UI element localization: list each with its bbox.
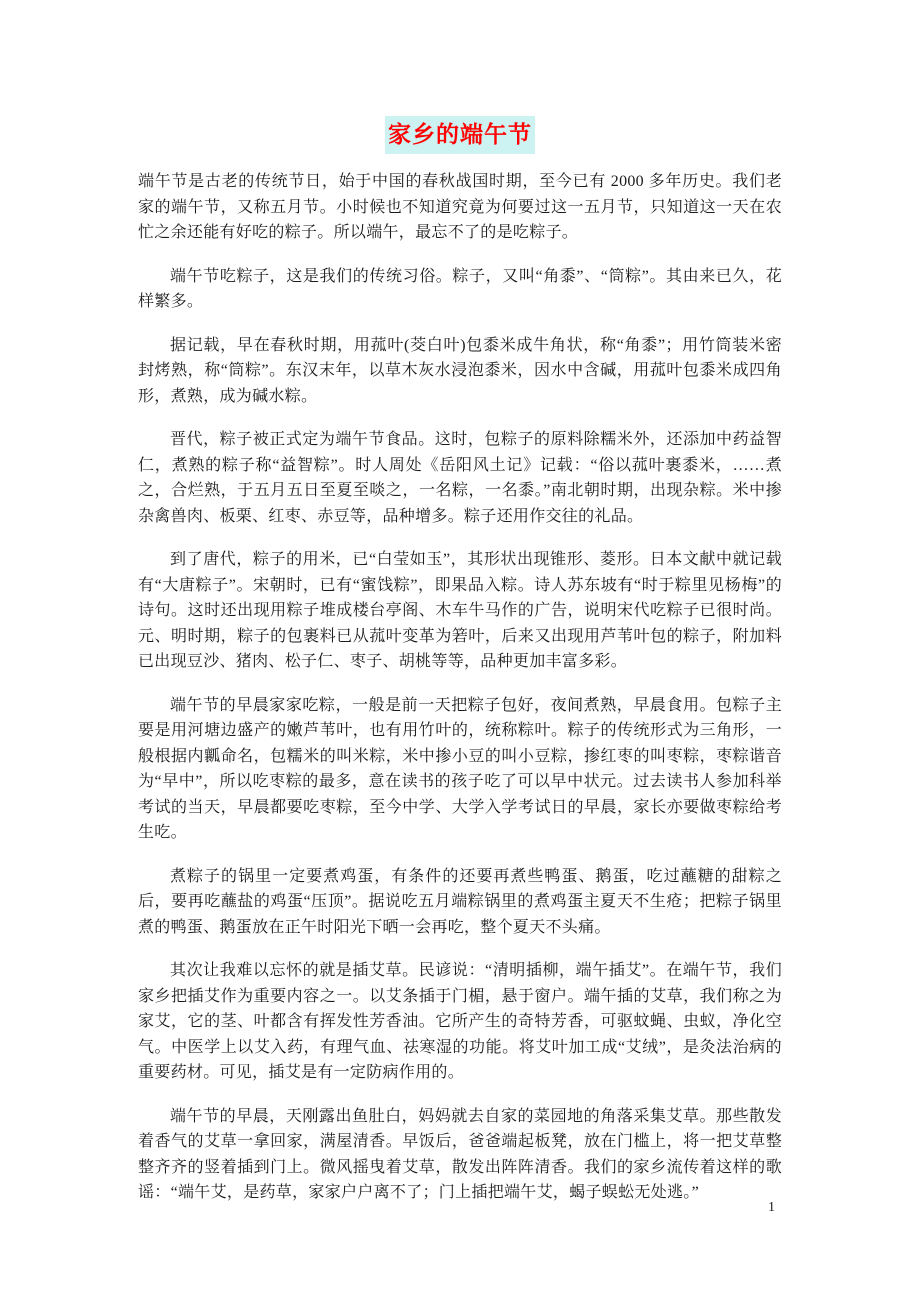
paragraph-morning-zongzi: 端午节的早晨家家吃粽，一般是前一天把粽子包好，夜间煮熟，早晨食用。包粽子主要是用河塘边盛产的嫩芦苇叶，也有用竹叶的，统称粽叶。粽子的传统形式为三角形，一般根据内瓤命名，包糯米的叫米粽，米中掺小豆的叫小豆粽，掺红枣的叫枣粽，枣粽谐音为“早中”，所以吃枣粽的最多，意在读书的孩子吃了可以早中状元。过去读书人参加科举考试的当天，早晨都要吃枣粽，至今中学、大学入学考试日的早晨，家长亦要做枣粽给考生吃。 bbox=[138, 696, 782, 841]
paragraph-tang-dynasty: 到了唐代，粽子的用米，已“白莹如玉”，其形状出现锥形、菱形。日本文献中就记载有“大唐粽子”。宋朝时，已有“蜜饯粽”，即果品入粽。诗人苏东坡有“时于粽里见杨梅”的诗句。这时还出现用粽子堆成楼台亭阁、木车牛马作的广告，说明宋代吃粽子已很时尚。元、明时期，粽子的包裹料已从菰叶变革为箬叶，后来又出现用芦苇叶包的粽子，附加料已出现豆沙、猪肉、松子仁、枣子、胡桃等等，品种更加丰富多彩。 bbox=[138, 551, 782, 670]
page-title: 家乡的端午节 bbox=[385, 116, 535, 154]
paragraph-jin-dynasty: 晋代，粽子被正式定为端午节食品。这时，包粽子的原料除糯米外，还添加中药益智仁，煮熟的粽子称“益智粽”。时人周处《岳阳风土记》记载：“俗以菰叶裹黍米，……煮之，合烂熟，于五月五日至夏至啖之，一名粽，一名黍。”南北朝时期，出现杂粽。米中掺杂禽兽肉、板栗、红枣、赤豆等，品种增多。粽子还用作交往的礼品。 bbox=[138, 431, 782, 525]
paragraph-mugwort: 其次让我难以忘怀的就是插艾草。民谚说：“清明插柳，端午插艾”。在端午节，我们家乡把插艾作为重要内容之一。以艾条插于门楣，悬于窗户。端午插的艾草，我们称之为家艾，它的茎、叶都含有挥发性芳香油。它所产生的奇特芳香，可驱蚊蝇、虫蚁，净化空气。中医学上以艾入药，有理气血、祛寒湿的功能。将艾叶加工成“艾绒”，是灸法治病的重要药材。可见，插艾是有一定防病作用的。 bbox=[138, 962, 782, 1081]
paragraph-intro: 端午节是古老的传统节日，始于中国的春秋战国时期，至今已有 2000 多年历史。我们老家的端午节，又称五月节。小时候也不知道究竟为何要过这一五月节，只知道这一天在农忙之余还能有好吃的粽子。所以端午，最忘不了的是吃粽子。 bbox=[138, 173, 782, 241]
paragraph-mugwort-morning: 端午节的早晨，天刚露出鱼肚白，妈妈就去自家的菜园地的角落采集艾草。那些散发着香气的艾草一拿回家，满屋清香。早饭后，爸爸端起板凳，放在门槛上，将一把艾草整整齐齐的竖着插到门上。微风摇曳着艾草，散发出阵阵清香。我们的家乡流传着这样的歌谣：“端午艾，是药草，家家户户离不了；门上插把端午艾，蝎子蜈蚣无处逃。” bbox=[138, 1107, 782, 1201]
paragraph-eggs: 煮粽子的锅里一定要煮鸡蛋，有条件的还要再煮些鸭蛋、鹅蛋，吃过蘸糖的甜粽之后，要再吃蘸盐的鸡蛋“压顶”。据说吃五月端粽锅里的煮鸡蛋主夏天不生疮；把粽子锅里煮的鸭蛋、鹅蛋放在正午时阳光下晒一会再吃，整个夏天不头痛。 bbox=[138, 867, 782, 936]
title-row bbox=[138, 116, 782, 155]
document-content bbox=[138, 116, 782, 1206]
page-number: 1 bbox=[768, 1200, 775, 1215]
document-body bbox=[138, 169, 782, 1206]
paragraph-custom: 端午节吃粽子，这是我们的传统习俗。粽子，又叫“角黍”、“筒粽”。其由来已久，花样繁多。 bbox=[138, 267, 782, 310]
paragraph-history-early: 据记载，早在春秋时期，用菰叶(茭白叶)包黍米成牛角状，称“角黍”；用竹筒装米密封烤熟，称“筒粽”。东汉末年，以草木灰水浸泡黍米，因水中含碱，用菰叶包黍米成四角形，煮熟，成为碱水粽。 bbox=[138, 336, 782, 405]
